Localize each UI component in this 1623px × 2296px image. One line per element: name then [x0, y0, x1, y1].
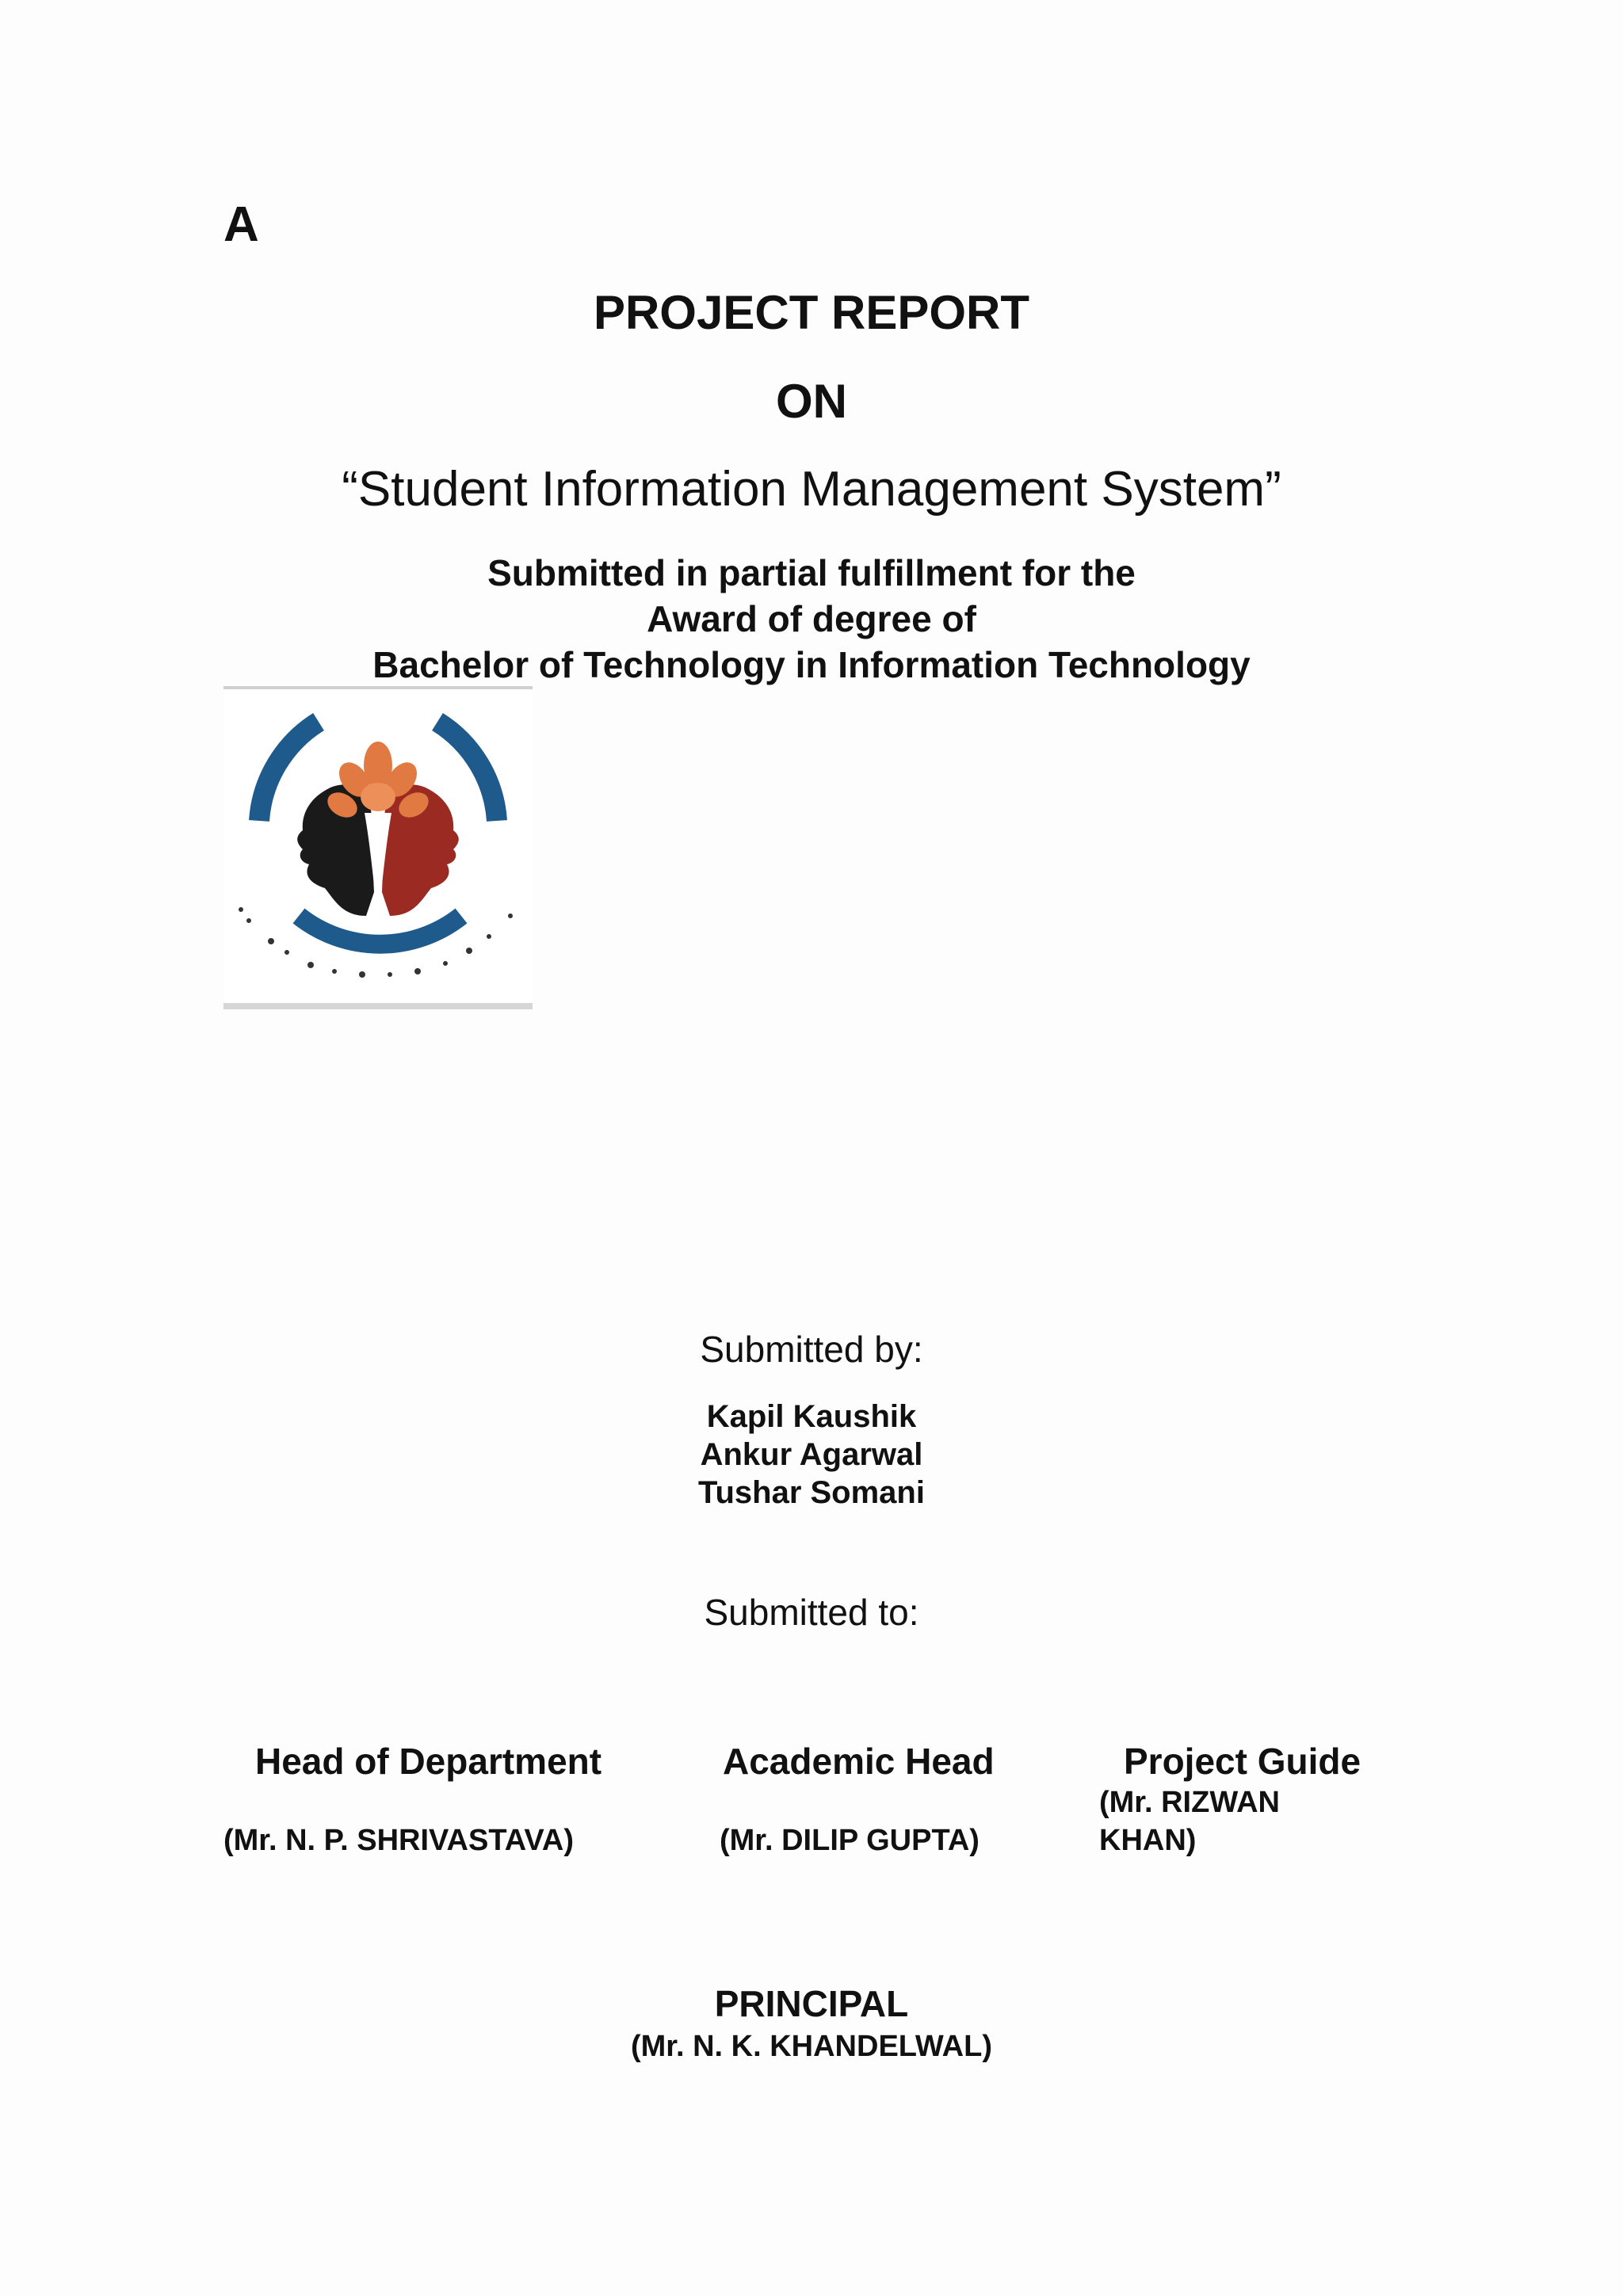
report-connector: ON — [776, 375, 847, 428]
project-guide-name: KHAN) — [1099, 1824, 1197, 1857]
university-logo — [223, 686, 533, 1009]
head-of-department-title: Head of Department — [255, 1741, 602, 1782]
team-member-name: Ankur Agarwal — [700, 1437, 923, 1472]
university-logo-icon — [223, 686, 533, 1009]
head-of-department-name: (Mr. N. P. SHRIVASTAVA) — [223, 1824, 574, 1857]
report-prefix: A — [223, 197, 259, 252]
project-topic: “Student Information Management System” — [342, 462, 1281, 517]
team-member-name: Tushar Somani — [698, 1475, 925, 1510]
principal-title: PRINCIPAL — [714, 1983, 909, 2024]
submitted-by-label: Submitted by: — [700, 1329, 923, 1370]
submitted-to-label: Submitted to: — [704, 1592, 919, 1633]
academic-head-title: Academic Head — [723, 1741, 995, 1782]
project-guide-title: Project Guide — [1124, 1741, 1361, 1782]
submission-line: Submitted in partial fulfillment for the — [487, 552, 1136, 593]
submission-line: Bachelor of Technology in Information Technology — [372, 644, 1251, 685]
team-member-name: Kapil Kaushik — [706, 1399, 917, 1434]
submission-line: Award of degree of — [647, 598, 976, 639]
report-title: PROJECT REPORT — [593, 286, 1030, 339]
academic-head-name: (Mr. DILIP GUPTA) — [720, 1824, 980, 1857]
project-guide-name: (Mr. RIZWAN — [1099, 1786, 1280, 1819]
principal-name: (Mr. N. K. KHANDELWAL) — [631, 2030, 992, 2063]
